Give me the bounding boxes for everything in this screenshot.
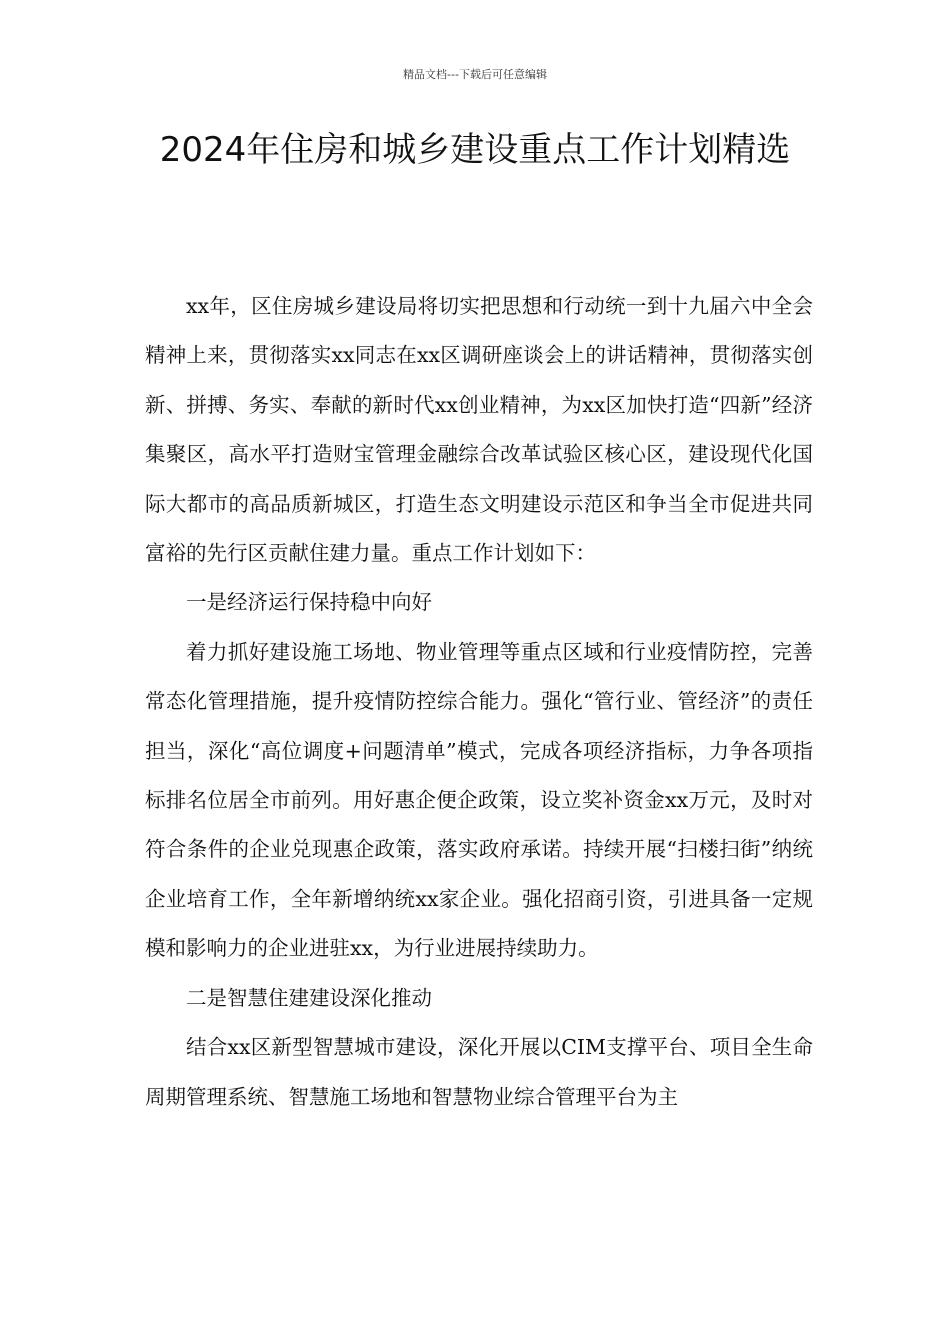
paragraph-economy: 着力抓好建设施工场地、物业管理等重点区域和行业疫情防控，完善常态化管理措施，提升疫情防控综合能力。强化“管行业、管经济”的责任担当，深化“高位调度+问题清单”模式，完成各项经济指标，力争各项指标排名位居全市前列。用好惠企便企政策，设立奖补资金xx万元，及时对符合条件的企业兑现惠企政策，落实政府承诺。持续开展“扫楼扫街”纳统企业培育工作，全年新增纳统xx家企业。强化招商引资，引进具备一定规模和影响力的企业进驻xx，为行业进展持续助力。	[145, 639, 813, 961]
paragraph-smart-construction: 结合xx区新型智慧城市建设，深化开展以CIM支撑平台、项目全生命周期管理系统、智慧施工场地和智慧物业综合管理平台为主	[145, 1035, 813, 1109]
paragraph-intro: xx年，区住房城乡建设局将切实把思想和行动统一到十九届六中全会精神上来，贯彻落实xx同志在xx区调研座谈会上的讲话精神，贯彻落实创新、拼搏、务实、奉献的新时代xx创业精神，为xx区加快打造“四新”经济集聚区，高水平打造财宝管理金融综合改革试验区核心区，建设现代化国际大都市的高品质新城区，打造生态文明建设示范区和争当全市促进共同富裕的先行区贡献住建力量。重点工作计划如下：	[145, 294, 813, 566]
document-title: 2024年住房和城乡建设重点工作计划精选	[159, 130, 791, 170]
section-heading-smart-construction: 二是智慧住建建设深化推动	[186, 985, 432, 1010]
page-header-note: 精品文档---下载后可任意编辑	[403, 68, 547, 81]
document-body	[145, 282, 813, 1122]
section-heading-economy: 一是经济运行保持稳中向好	[186, 590, 432, 615]
